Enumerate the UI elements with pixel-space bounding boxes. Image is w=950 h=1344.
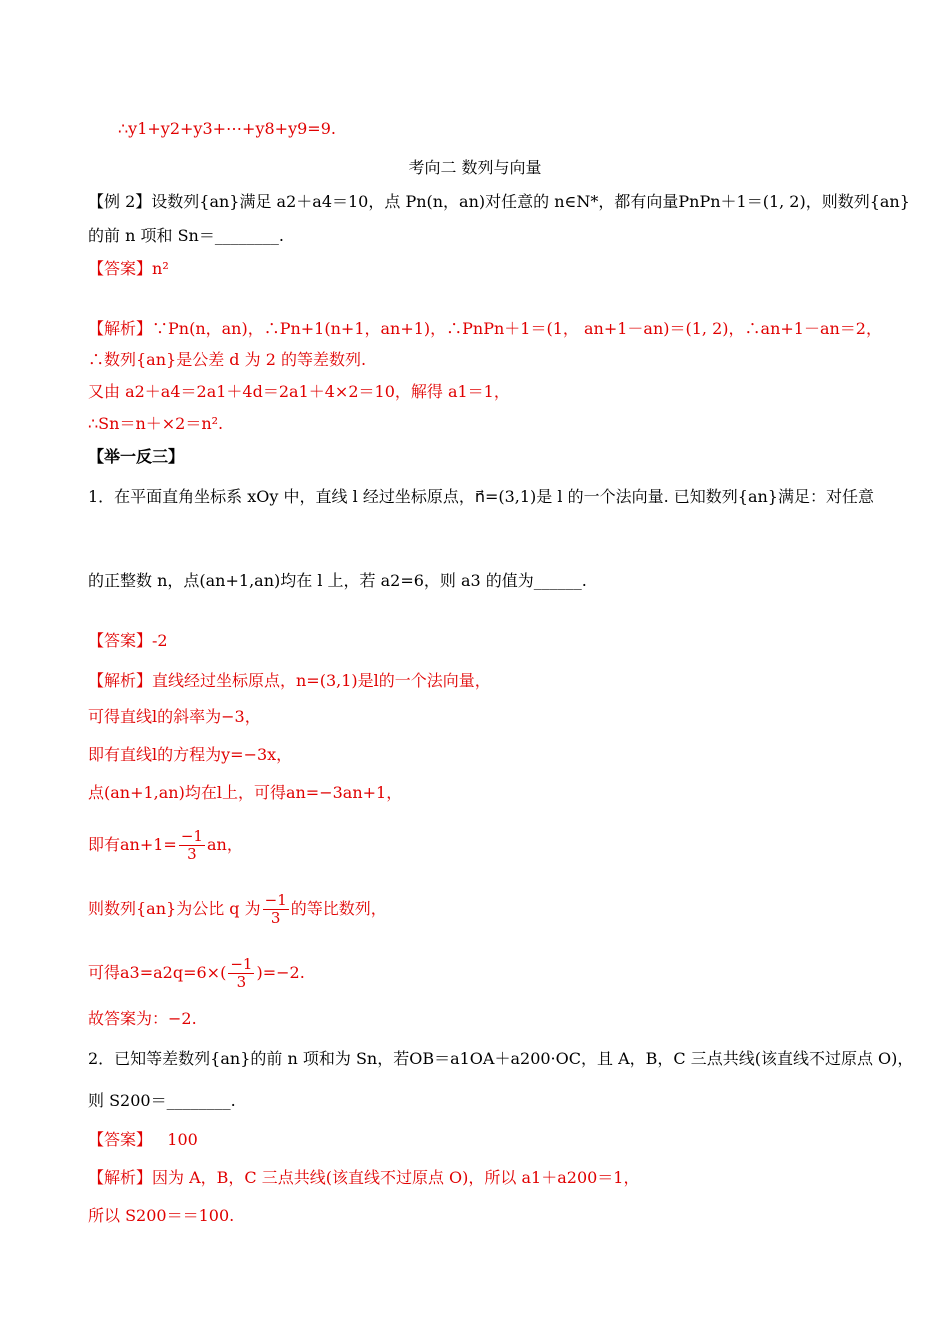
solution1-line4: ∴Sn＝n＋×2＝n². xyxy=(88,414,224,433)
solution3-line2: 所以 S200＝＝100. xyxy=(88,1206,235,1225)
practice-heading: 【举一反三】 xyxy=(88,447,185,466)
text-prefix: 即有an+1= xyxy=(88,835,177,854)
solution1-line3: 又由 a2＋a4＝2a1＋4d＝2a1＋4×2＝10，解得 a1＝1， xyxy=(88,382,510,401)
answer-label: 【答案】 xyxy=(88,1130,153,1149)
fraction xyxy=(228,956,254,991)
solution2-line5 xyxy=(88,828,870,863)
question1-line2: 的正整数 n，点(an+1,an)均在 l 上，若 a2=6，则 a3 的值为______. xyxy=(88,571,587,590)
solution1-line2: ∴数列{an}是公差 d 为 2 的等差数列. xyxy=(88,350,367,369)
answer-2 xyxy=(88,630,870,652)
example2-line2: 的前 n 项和 Sn＝________. xyxy=(88,226,284,245)
fraction xyxy=(263,892,289,927)
fraction-numerator: −1 xyxy=(264,891,287,909)
question1-line1: 1．在平面直角坐标系 xOy 中，直线 l 经过坐标原点，n⃗=(3,1)是 l 的一个法向量. 已知数列{an}满足：对任意 xyxy=(88,487,874,506)
solution2-line6 xyxy=(88,892,870,927)
solution2-line3: 即有直线l的方程为y=−3x， xyxy=(88,745,293,764)
fraction xyxy=(179,828,205,863)
fraction-denominator: 3 xyxy=(187,845,197,863)
solution2-line7 xyxy=(88,956,870,991)
question2-line1: 2．已知等差数列{an}的前 n 项和为 Sn，若OB＝a1OA＋a200·OC，且 A，B，C 三点共线(该直线不过原点 O)， xyxy=(88,1049,914,1068)
fraction-denominator: 3 xyxy=(236,973,247,991)
solution1-line1: 【解析】∵Pn(n，an)，∴Pn+1(n+1，an+1)，∴PnPn＋1＝(1， an+1－an)＝(1, 2)，∴an+1－an＝2， xyxy=(88,319,882,338)
answer-value: -2 xyxy=(152,631,168,650)
text-suffix: an， xyxy=(206,835,243,854)
text-suffix: 的等比数列， xyxy=(290,899,387,918)
question2-line2: 则 S200＝________. xyxy=(88,1091,236,1110)
solution2-line2: 可得直线l的斜率为−3， xyxy=(88,707,261,726)
text-prefix: 则数列{an}为公比 q 为 xyxy=(88,899,261,918)
answer-value: n² xyxy=(152,259,169,278)
fraction-numerator: −1 xyxy=(230,955,253,973)
top-summation-line: ∴y1+y2+y3+⋯+y8+y9=9. xyxy=(118,119,336,138)
answer-label: 【答案】 xyxy=(88,631,153,650)
answer-value: 100 xyxy=(167,1130,198,1149)
example2-line1: 【例 2】设数列{an}满足 a2＋a4＝10，点 Pn(n，an)对任意的 n∈N*，都有向量PnPn＋1＝(1, 2)，则数列{an} xyxy=(88,192,910,211)
solution3-line1: 【解析】因为 A，B，C 三点共线(该直线不过原点 O)，所以 a1＋a200＝1， xyxy=(88,1168,640,1187)
text-prefix: 可得a3=a2q=6×( xyxy=(88,963,227,982)
answer-label: 【答案】 xyxy=(88,259,153,278)
solution2-line4: 点(an+1,an)均在l上，可得an=−3an+1， xyxy=(88,783,403,802)
answer-3 xyxy=(88,1129,870,1151)
solution2-line8: 故答案为：−2. xyxy=(88,1009,197,1028)
answer-1 xyxy=(88,258,870,280)
section-title: 考向二 数列与向量 xyxy=(408,158,542,177)
fraction-denominator: 3 xyxy=(270,909,281,927)
fraction-numerator: −1 xyxy=(180,827,203,845)
text-suffix: )=−2. xyxy=(256,963,305,982)
solution2-line1: 【解析】直线经过坐标原点，n=(3,1)是l的一个法向量， xyxy=(88,671,491,690)
